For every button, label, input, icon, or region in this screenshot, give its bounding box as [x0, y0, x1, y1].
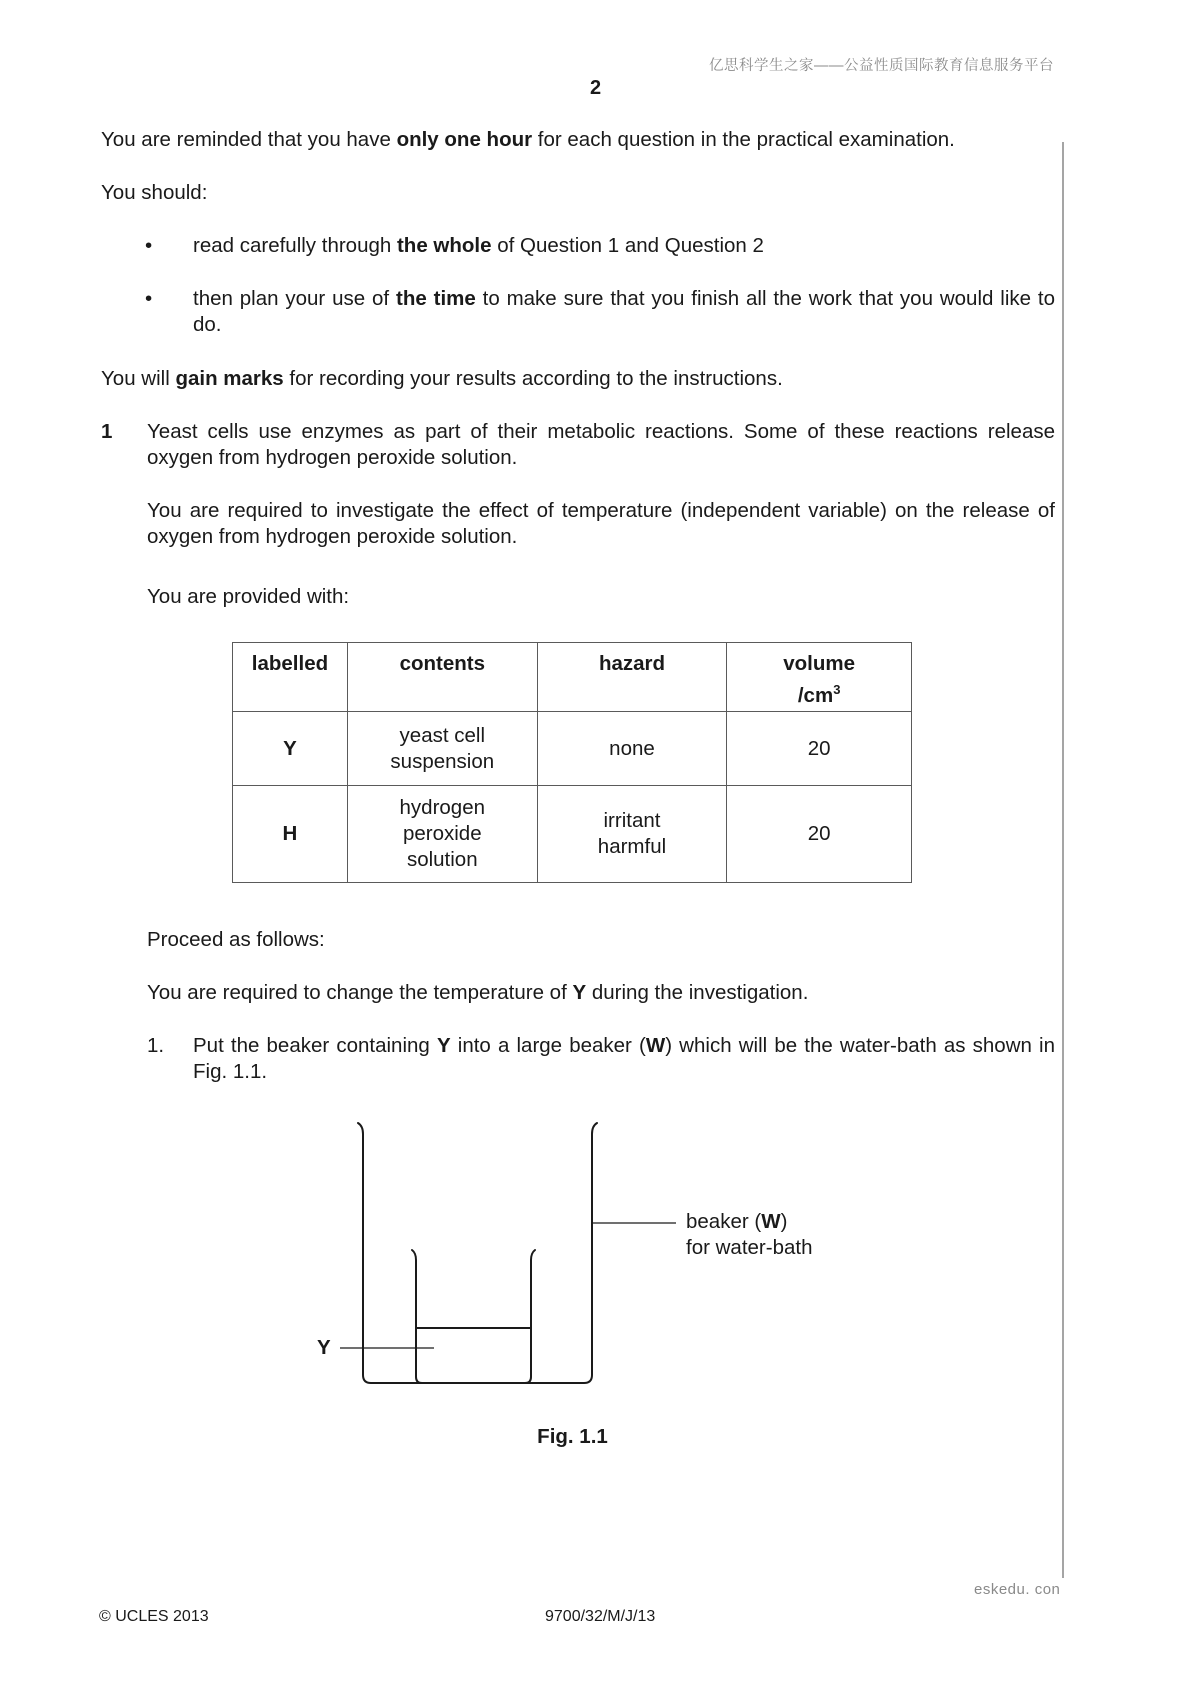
- beaker-w-label: [686, 1209, 812, 1261]
- beaker-w-pre: beaker (: [686, 1210, 762, 1233]
- question-1-para-2: You are required to investigate the effect of temperature (independent variable) on the release of oxygen from hydrogen peroxide solution.: [147, 499, 1055, 548]
- copyright: © UCLES 2013: [99, 1608, 209, 1625]
- cell-volume: 20: [727, 786, 912, 883]
- marks-post: for recording your results according to the instructions.: [283, 367, 783, 390]
- step-1-pre: Put the beaker containing: [193, 1034, 437, 1057]
- beaker-w-bold: W: [761, 1210, 781, 1233]
- reminder-bold: only one hour: [396, 128, 533, 151]
- bullet-1-post: of Question 1 and Question 2: [491, 234, 764, 257]
- step-1-post: ) which will be the water-bath as shown in Fig. 1.1.: [193, 1034, 1056, 1083]
- contents-line: peroxide: [402, 822, 482, 845]
- unit-text: /cm: [797, 683, 834, 707]
- step-1-bold-w: W: [645, 1034, 666, 1057]
- header-labelled: labelled: [233, 643, 348, 712]
- you-should-label: You should:: [101, 181, 208, 204]
- cell-label: Y: [233, 712, 348, 786]
- header-watermark: 亿思科学生之家——公益性质国际教育信息服务平台: [709, 58, 1054, 74]
- cell-volume: 20: [727, 712, 912, 786]
- beaker-w-post: ): [780, 1210, 788, 1233]
- yeast-beaker-outline: [412, 1250, 535, 1383]
- reminder-text: You are reminded that you have: [101, 128, 397, 151]
- hazard-line: harmful: [597, 835, 667, 858]
- hazard-line: irritant: [603, 809, 661, 832]
- contents-line: solution: [406, 848, 478, 871]
- bullet-1-glyph: •: [145, 234, 153, 257]
- cell-label: H: [233, 786, 348, 883]
- marks-bold: gain marks: [175, 367, 284, 390]
- bullet-2-post: to make sure that you finish all the work that you would like to do.: [193, 287, 1055, 336]
- bullet-2-glyph: •: [145, 287, 153, 310]
- proceed-label: Proceed as follows:: [147, 928, 325, 951]
- header-contents: contents: [347, 643, 537, 712]
- step-1-mid: into a large beaker (: [450, 1034, 646, 1057]
- beaker-w-label-line-2: for water-bath: [686, 1236, 813, 1259]
- temp-bold: Y: [572, 981, 587, 1004]
- water-bath-beaker-outline: [358, 1123, 597, 1383]
- temp-pre: You are required to change the temperature of: [147, 981, 573, 1004]
- provided-label: You are provided with:: [147, 585, 350, 608]
- footer-watermark: eskedu. con: [974, 1581, 1061, 1598]
- header-hazard: hazard: [537, 643, 727, 712]
- beaker-w-label-line-1: [686, 1209, 812, 1235]
- bullet-1-pre: read carefully through: [193, 234, 397, 257]
- paper-code: 9700/32/M/J/13: [545, 1608, 656, 1625]
- contents-line: suspension: [390, 749, 495, 773]
- question-1-para-1: Yeast cells use enzymes as part of their metabolic reactions. Some of these reactions release oxygen from hydrogen peroxide solution.: [147, 420, 1055, 469]
- page-number: 2: [589, 77, 602, 99]
- contents-line: hydrogen: [399, 796, 486, 819]
- step-1-bold-y: Y: [436, 1034, 451, 1057]
- contents-line: yeast cell: [399, 723, 486, 747]
- bullet-2-pre: then plan your use of: [193, 287, 396, 310]
- temp-post: during the investigation.: [586, 981, 809, 1004]
- bullet-2-bold: the time: [396, 287, 476, 310]
- cell-hazard: none: [537, 712, 727, 786]
- step-1-number: 1.: [147, 1034, 165, 1057]
- marks-pre: You will: [101, 367, 176, 390]
- bullet-1-bold: the whole: [396, 234, 492, 257]
- beaker-y-label: Y: [317, 1336, 331, 1359]
- figure-caption: Fig. 1.1: [537, 1425, 608, 1448]
- unit-superscript: 3: [833, 682, 841, 697]
- question-number: 1: [101, 420, 113, 443]
- header-volume-label: volume: [783, 652, 856, 675]
- reminder-text-end: for each question in the practical examination.: [532, 128, 955, 151]
